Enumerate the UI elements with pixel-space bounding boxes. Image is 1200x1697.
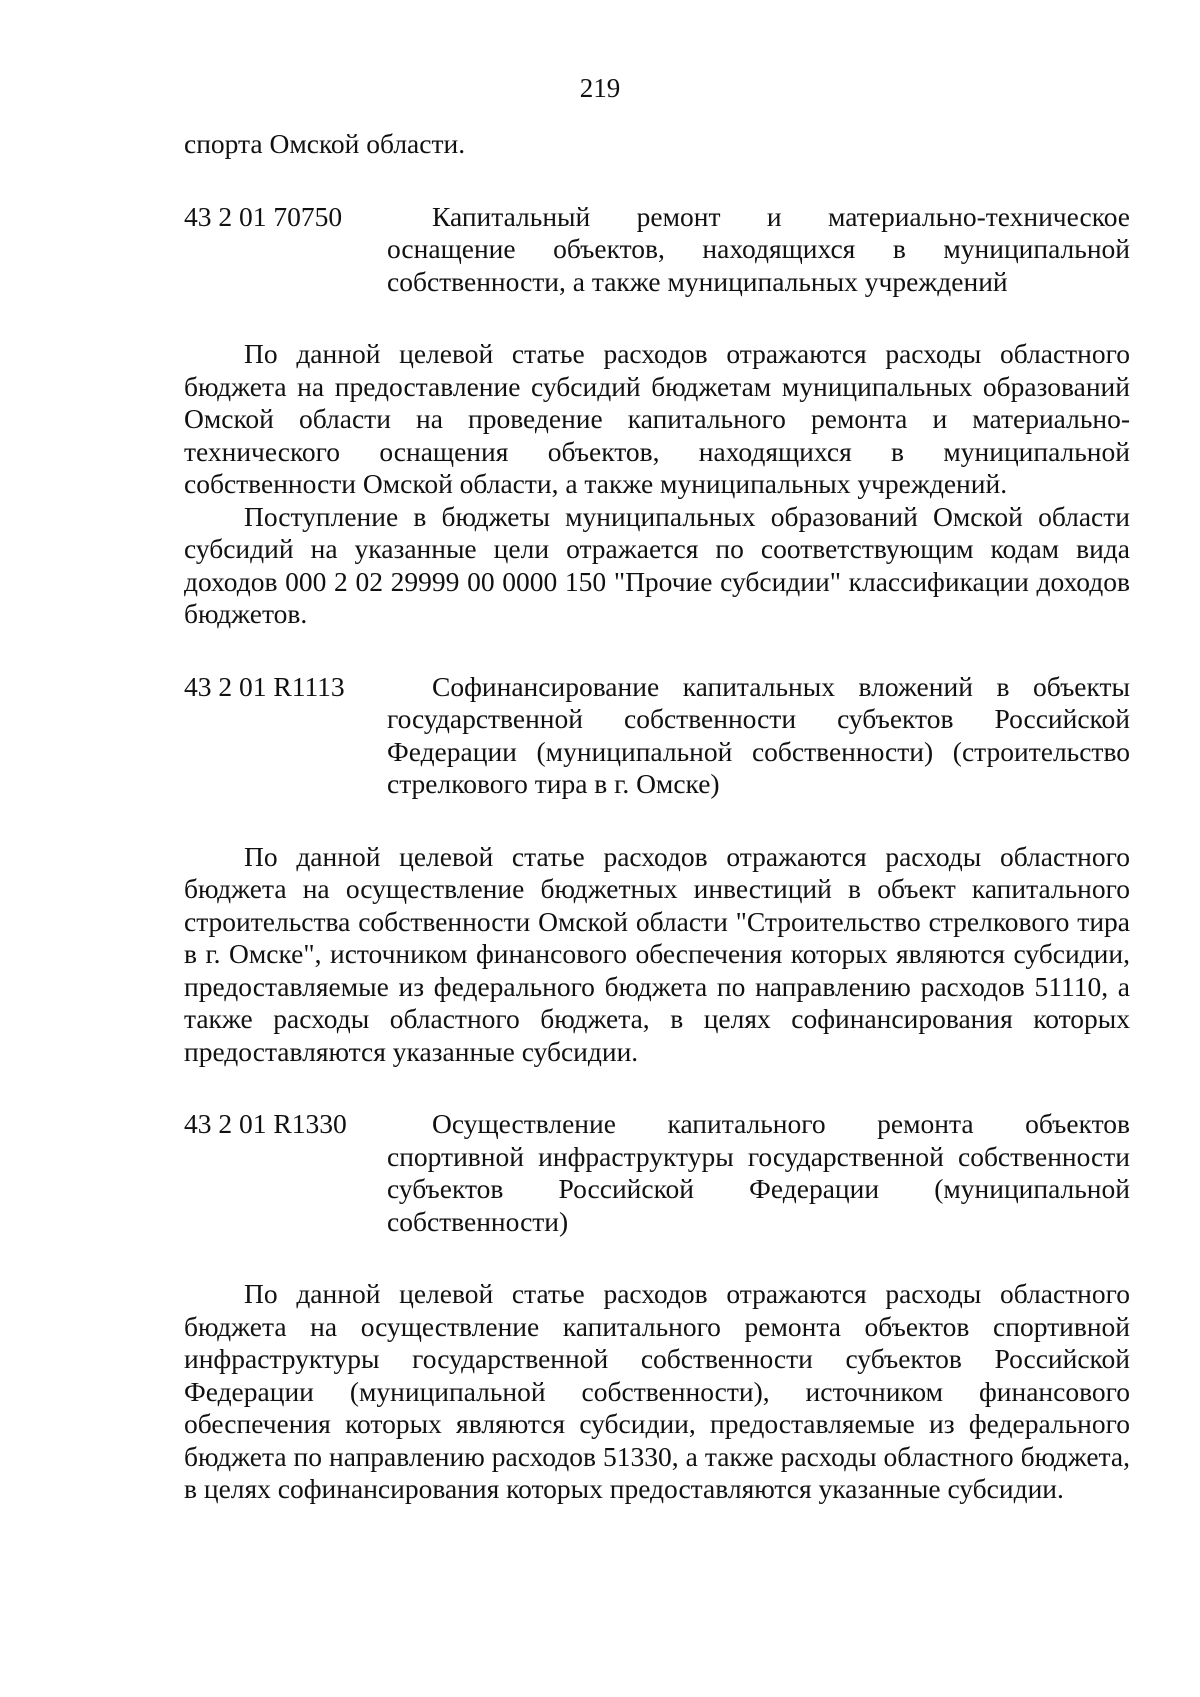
section-code: 43 2 01 R1113 [184,670,345,702]
section-heading [184,201,1130,299]
continuation-text: спорта Омской области. [184,128,466,159]
section-title: Софинансирование капитальных вложений в объекты государственной собственности субъектов Российской Федерации (муниципальной собственности) (строительство стрелкового тира в г. Омске) [387,670,1130,799]
section-paragraph: По данной целевой статье расходов отражаются расходы областного бюджета на предоставление субсидий бюджетам муниципальных образований Омской области на проведение капитального ремонта и материально-технического оснащения объектов, находящихся в муниципальной собственности Омской области, а также муниципальных учреждений. [184,338,1130,499]
section-title: Капитальный ремонт и материально-техническое оснащение объектов, находящихся в муниципальной собственности, а также муниципальных учреждений [387,200,1130,297]
document-body [184,128,1130,1506]
section-code: 43 2 01 R1330 [184,1108,347,1139]
section-heading [184,1108,1130,1238]
section-heading [184,671,1130,801]
section-paragraph: По данной целевой статье расходов отражаются расходы областного бюджета на осуществление капитального ремонта объектов спортивной инфраструктуры государственной собственности субъектов Российской Федерации (муниципальной собственности), источником финансового обеспечения которых являются субсидии, предоставляемые из федерального бюджета по направлению расходов 51330, а также расходы областного бюджета, в целях софинансирования которых предоставляются указанные субсидии. [184,1278,1130,1504]
section-title: Осуществление капитального ремонта объектов спортивной инфраструктуры государственной собственности субъектов Российской Федерации (муниципальной собственности) [387,1108,1130,1237]
section-paragraph: Поступление в бюджеты муниципальных образований Омской области субсидий на указанные цели отражается по соответствующим кодам вида доходов 000 2 02 29999 00 0000 150 "Прочие субсидии" классификации доходов бюджетов. [184,500,1130,629]
page-number: 219 [579,73,621,103]
section-code: 43 2 01 70750 [184,200,343,232]
section-paragraph: По данной целевой статье расходов отражаются расходы областного бюджета на осуществление бюджетных инвестиций в объект капитального строительства собственности Омской области "Строительство стрелкового тира в г. Омске", источником финансового обеспечения которых являются субсидии, предоставляемые из федерального бюджета по направлению расходов 51110, а также расходы областного бюджета, в целях софинансирования которых предоставляются указанные субсидии. [184,840,1130,1067]
